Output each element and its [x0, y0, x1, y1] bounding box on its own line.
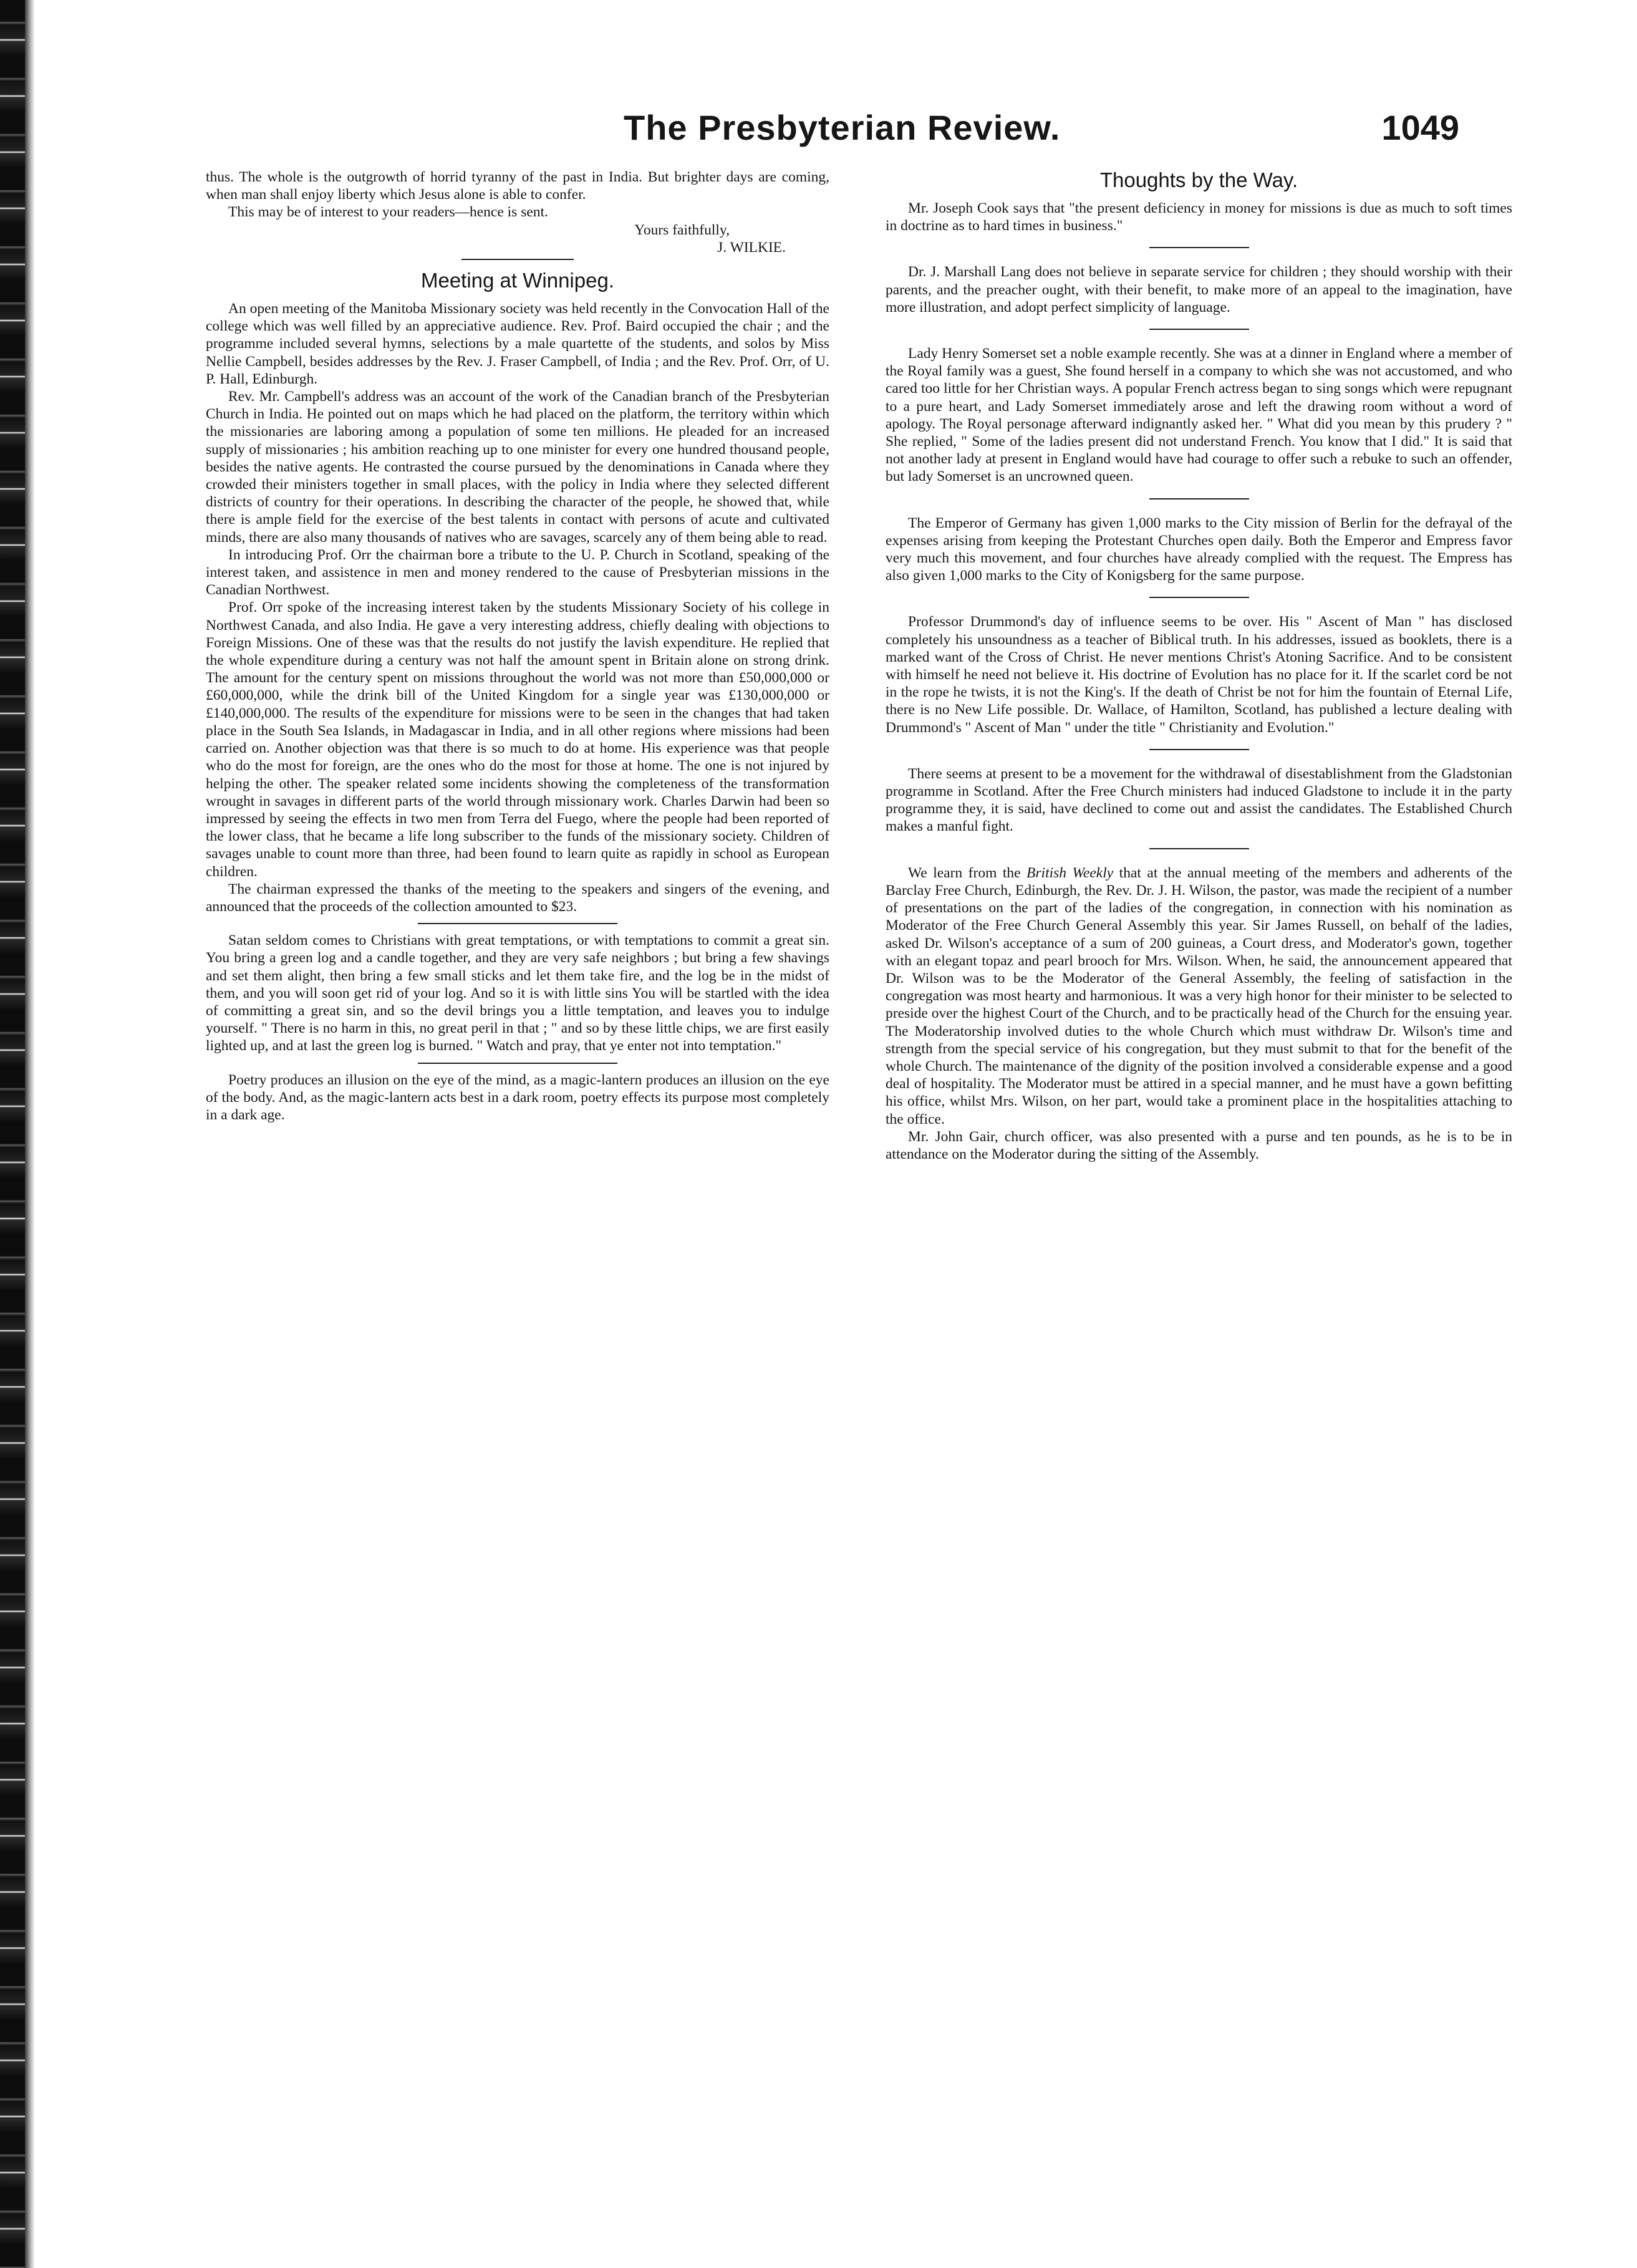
letter-paragraph: thus. The whole is the outgrowth of horrid tyranny of the past in India. But brighter days are coming, when man shall enjoy liberty which Jesus alone is able to confer. [206, 169, 829, 203]
article-paragraph: The chairman expressed the thanks of the meeting to the speakers and singers of the evening, and announced that the proceeds of the collection amounted to $23. [206, 881, 829, 915]
page-header [624, 107, 1459, 163]
right-column [886, 168, 1512, 1163]
item-paragraph: Dr. J. Marshall Lang does not believe in separate service for children ; they should worship with their parents, and the preacher ought, with their benefit, to make more of an appeal to the imagination, have more illustration, and adopt perfect simplicity of language. [886, 264, 1512, 316]
article-paragraph: Prof. Orr spoke of the increasing interest taken by the students Missionary Society of his college in Northwest Canada, and also India. He gave a very interesting address, chiefly dealing with objections to Foreign Missions. One of these was that the results do not justify the lavish expenditure. He replied that the whole expenditure during a century was not half the amount spent in Britain alone on strong drink. The amount for the century spent on missions throughout the world was not more than £50,000,000 or £60,000,000, while the drink bill of the United Kingdom for a single year was £130,000,000 or £140,000,000. The results of the expenditure for missions were to be seen in the changes that had taken place in the South Sea Islands, in Madagascar in India, and in all other regions where missions had been carried on. Another objection was that there is so much to do at home. His experience was that people who do the most for foreign, are the ones who do the most for those at home. The one is not injured by helping the other. The speaker related some incidents showing the completeness of the transformation wrought in savages in different parts of the world through missionary work. Charles Darwin had been so impressed by seeing the effects in two men from Terra del Fuego, where the people had been reported of the lower class, that he became a life long subscriber to the funds of the missionary society. Children of savages unable to count more than three, had been found to learn quite as rapidly in school as European children. [206, 599, 829, 880]
section-title: Thoughts by the Way. [1099, 168, 1298, 191]
divider [1149, 749, 1249, 750]
item-text: We learn from the [908, 864, 1027, 881]
item-paragraph [886, 864, 1512, 1128]
article-paragraph: Poetry produces an illusion on the eye of the mind, as a magic-lantern produces an illusion on the eye of the body. And, as the magic-lantern acts best in a dark room, poetry effects its purpose most completely in a dark age. [206, 1071, 829, 1123]
article-paragraph: In introducing Prof. Orr the chairman bore a tribute to the U. P. Church in Scotland, speaking of the interest taken, and assistence in men and money rendered to the cause of Presbyterian missions in the Canadian Northwest. [206, 546, 829, 599]
left-column [206, 168, 829, 1124]
journal-title: The Presbyterian Review. [624, 108, 1061, 147]
divider [461, 259, 574, 260]
letter-closing: Yours faithfully, [634, 221, 730, 238]
divider [1149, 247, 1249, 248]
article-paragraph: Satan seldom comes to Christians with great temptations, or with temptations to commit a great sin. You bring a green log and a candle together, and they are very safe neighbors ; but bring a few shavings and set them alight, then bring a few small sticks and let them take fire, and the log be in the midst of them, and you will soon get rid of your log. And so it is with little sins You will be startled with the idea of committing a great sin, and so the devil brings you a little temptation, and leaves you to indulge yourself. " There is no harm in this, no great peril in that ; " and so by these little chips, we are first easily lighted up, and at last the green log is burned. " Watch and pray, that ye enter not into temptation." [206, 932, 829, 1054]
source-title: British Weekly [1026, 864, 1114, 881]
letter-paragraph: This may be of interest to your readers—hence is sent. [228, 204, 548, 221]
divider [1149, 329, 1249, 330]
divider [418, 923, 617, 924]
divider [1149, 597, 1249, 598]
divider [418, 1063, 617, 1064]
article-paragraph: An open meeting of the Manitoba Missionary society was held recently in the Convocation Hall of the college which was well filled by an appreciative audience. Rev. Prof. Baird occupied the chair ; and the programme included several hymns, selections by a male quartette of the students, and solos by Miss Nellie Campbell, besides addresses by the Rev. J. Fraser Campbell, of India ; and the Rev. Prof. Orr, of U. P. Hall, Edinburgh. [206, 301, 829, 387]
divider [1149, 498, 1249, 499]
page-number: 1049 [1381, 108, 1459, 147]
item-paragraph: Mr. John Gair, church officer, was also presented with a purse and ten pounds, as he is to be in attendance on the Moderator during the sitting of the Assembly. [886, 1128, 1512, 1162]
scan-binding-edge [0, 0, 25, 2268]
item-paragraph: Professor Drummond's day of influence seems to be over. His " Ascent of Man " has disclosed completely his unsoundness as a teacher of Biblical truth. In his addresses, issued as booklets, there is a marked want of the Cross of Christ. He never mentions Christ's Atoning Sacrifice. And to be consistent with himself he need not believe it. His doctrine of Evolution has no place for it. If the scarlet cord be not in the rope he twists, it is not the King's. If the death of Christ be not for him the fountain of Eternal Life, there is no New Life possible. Dr. Wallace, of Hamilton, Scotland, has published a lecture dealing with Drummond's " Ascent of Man " under the title " Christianity and Evolution." [886, 614, 1512, 736]
article-title: Meeting at Winnipeg. [420, 269, 614, 292]
item-paragraph: Lady Henry Somerset set a noble example recently. She was at a dinner in England where a member of the Royal family was a guest, She found herself in a company to which she was not accustomed, and who cared too little for her Christian ways. A popular French actress began to sing songs which were repugnant to a pure heart, and Lady Somerset immediately arose and left the drawing room without a word of apology. The Royal personage afterward indignantly asked her. " What did you mean by this prudery ? " She replied, " Some of the ladies present did not understand French. You know that I did." It is said that not another lady at present in England would have had courage to offer such a rebuke to such an offender, but lady Somerset is an uncrowned queen. [886, 345, 1512, 485]
item-text: that at the annual meeting of the members and adherents of the Barclay Free Church, Edinburgh, the Rev. Dr. J. H. Wilson, the pastor, was made the recipient of a number of presentations on the part of the ladies of the congregation, in connection with his nomination as Moderator of the Free Church General Assembly this year. Sir James Russell, on behalf of the ladies, asked Dr. Wilson's acceptance of a sum of 200 guineas, a Court dress, and Moderator's gown, together with an elegant topaz and pearl brooch for Mrs. Wilson. When, he said, the announcement appeared that Dr. Wilson was to be the Moderator of the General Assembly, the feeling of satisfaction in the congregation was most hearty and harmonious. It was a very high honor for their minister to be selected to preside over the highest Court of the Church, and to be practically head of the Church for the ensuing year. The Moderatorship involved duties to the whole Church which must withdraw Dr. Wilson's time and strength from the special service of his congregation, but they must submit to that for the benefit of the whole Church. The maintenance of the dignity of the position involved a considerable expense and a good deal of hospitality. The Moderator must be attired in a special manner, and he must have a gown befitting his office, whilst Mrs. Wilson, on her part, would take a prominent place in the hospitalities attaching to the office. [886, 864, 1512, 1127]
scan-binding-shadow [25, 0, 35, 2268]
divider [1149, 848, 1249, 849]
item-paragraph: There seems at present to be a movement for the withdrawal of disestablishment from the Gladstonian programme in Scotland. After the Free Church ministers had induced Gladstone to include it in the party programme they, it is said, have declined to come out and assist the candidates. The Established Church makes a manful fight. [886, 765, 1512, 835]
letter-signature: J. WILKIE. [717, 239, 786, 256]
item-paragraph: Mr. Joseph Cook says that "the present deficiency in money for missions is due as much to soft times in doctrine as to hard times in business." [886, 200, 1512, 234]
item-paragraph: The Emperor of Germany has given 1,000 marks to the City mission of Berlin for the defrayal of the expenses arising from keeping the Protestant Churches open daily. Both the Emperor and Empress favor very much this movement, and four churches have already complied with the request. The Empress has also given 1,000 marks to the City of Konigsberg for the same purpose. [886, 514, 1512, 584]
article-paragraph: Rev. Mr. Campbell's address was an account of the work of the Canadian branch of the Presbyterian Church in India. He pointed out on maps which he had placed on the platform, the territory within which the missionaries are laboring among a population of some ten millions. He pleaded for an increased supply of missionaries ; his ambition reaching up to one minister for every one hundred thousand people, besides the native agents. He contrasted the course pursued by the denominations in Canada where they crowded their ministers together in small places, with the policy in India where they selected different districts of country for their operations. In describing the character of the people, he showed that, while there is ample field for the exercise of the best talents in contact with persons of acute and cultivated minds, there are also many thousands of natives who are savages, scarcely any of them being able to read. [206, 388, 829, 546]
